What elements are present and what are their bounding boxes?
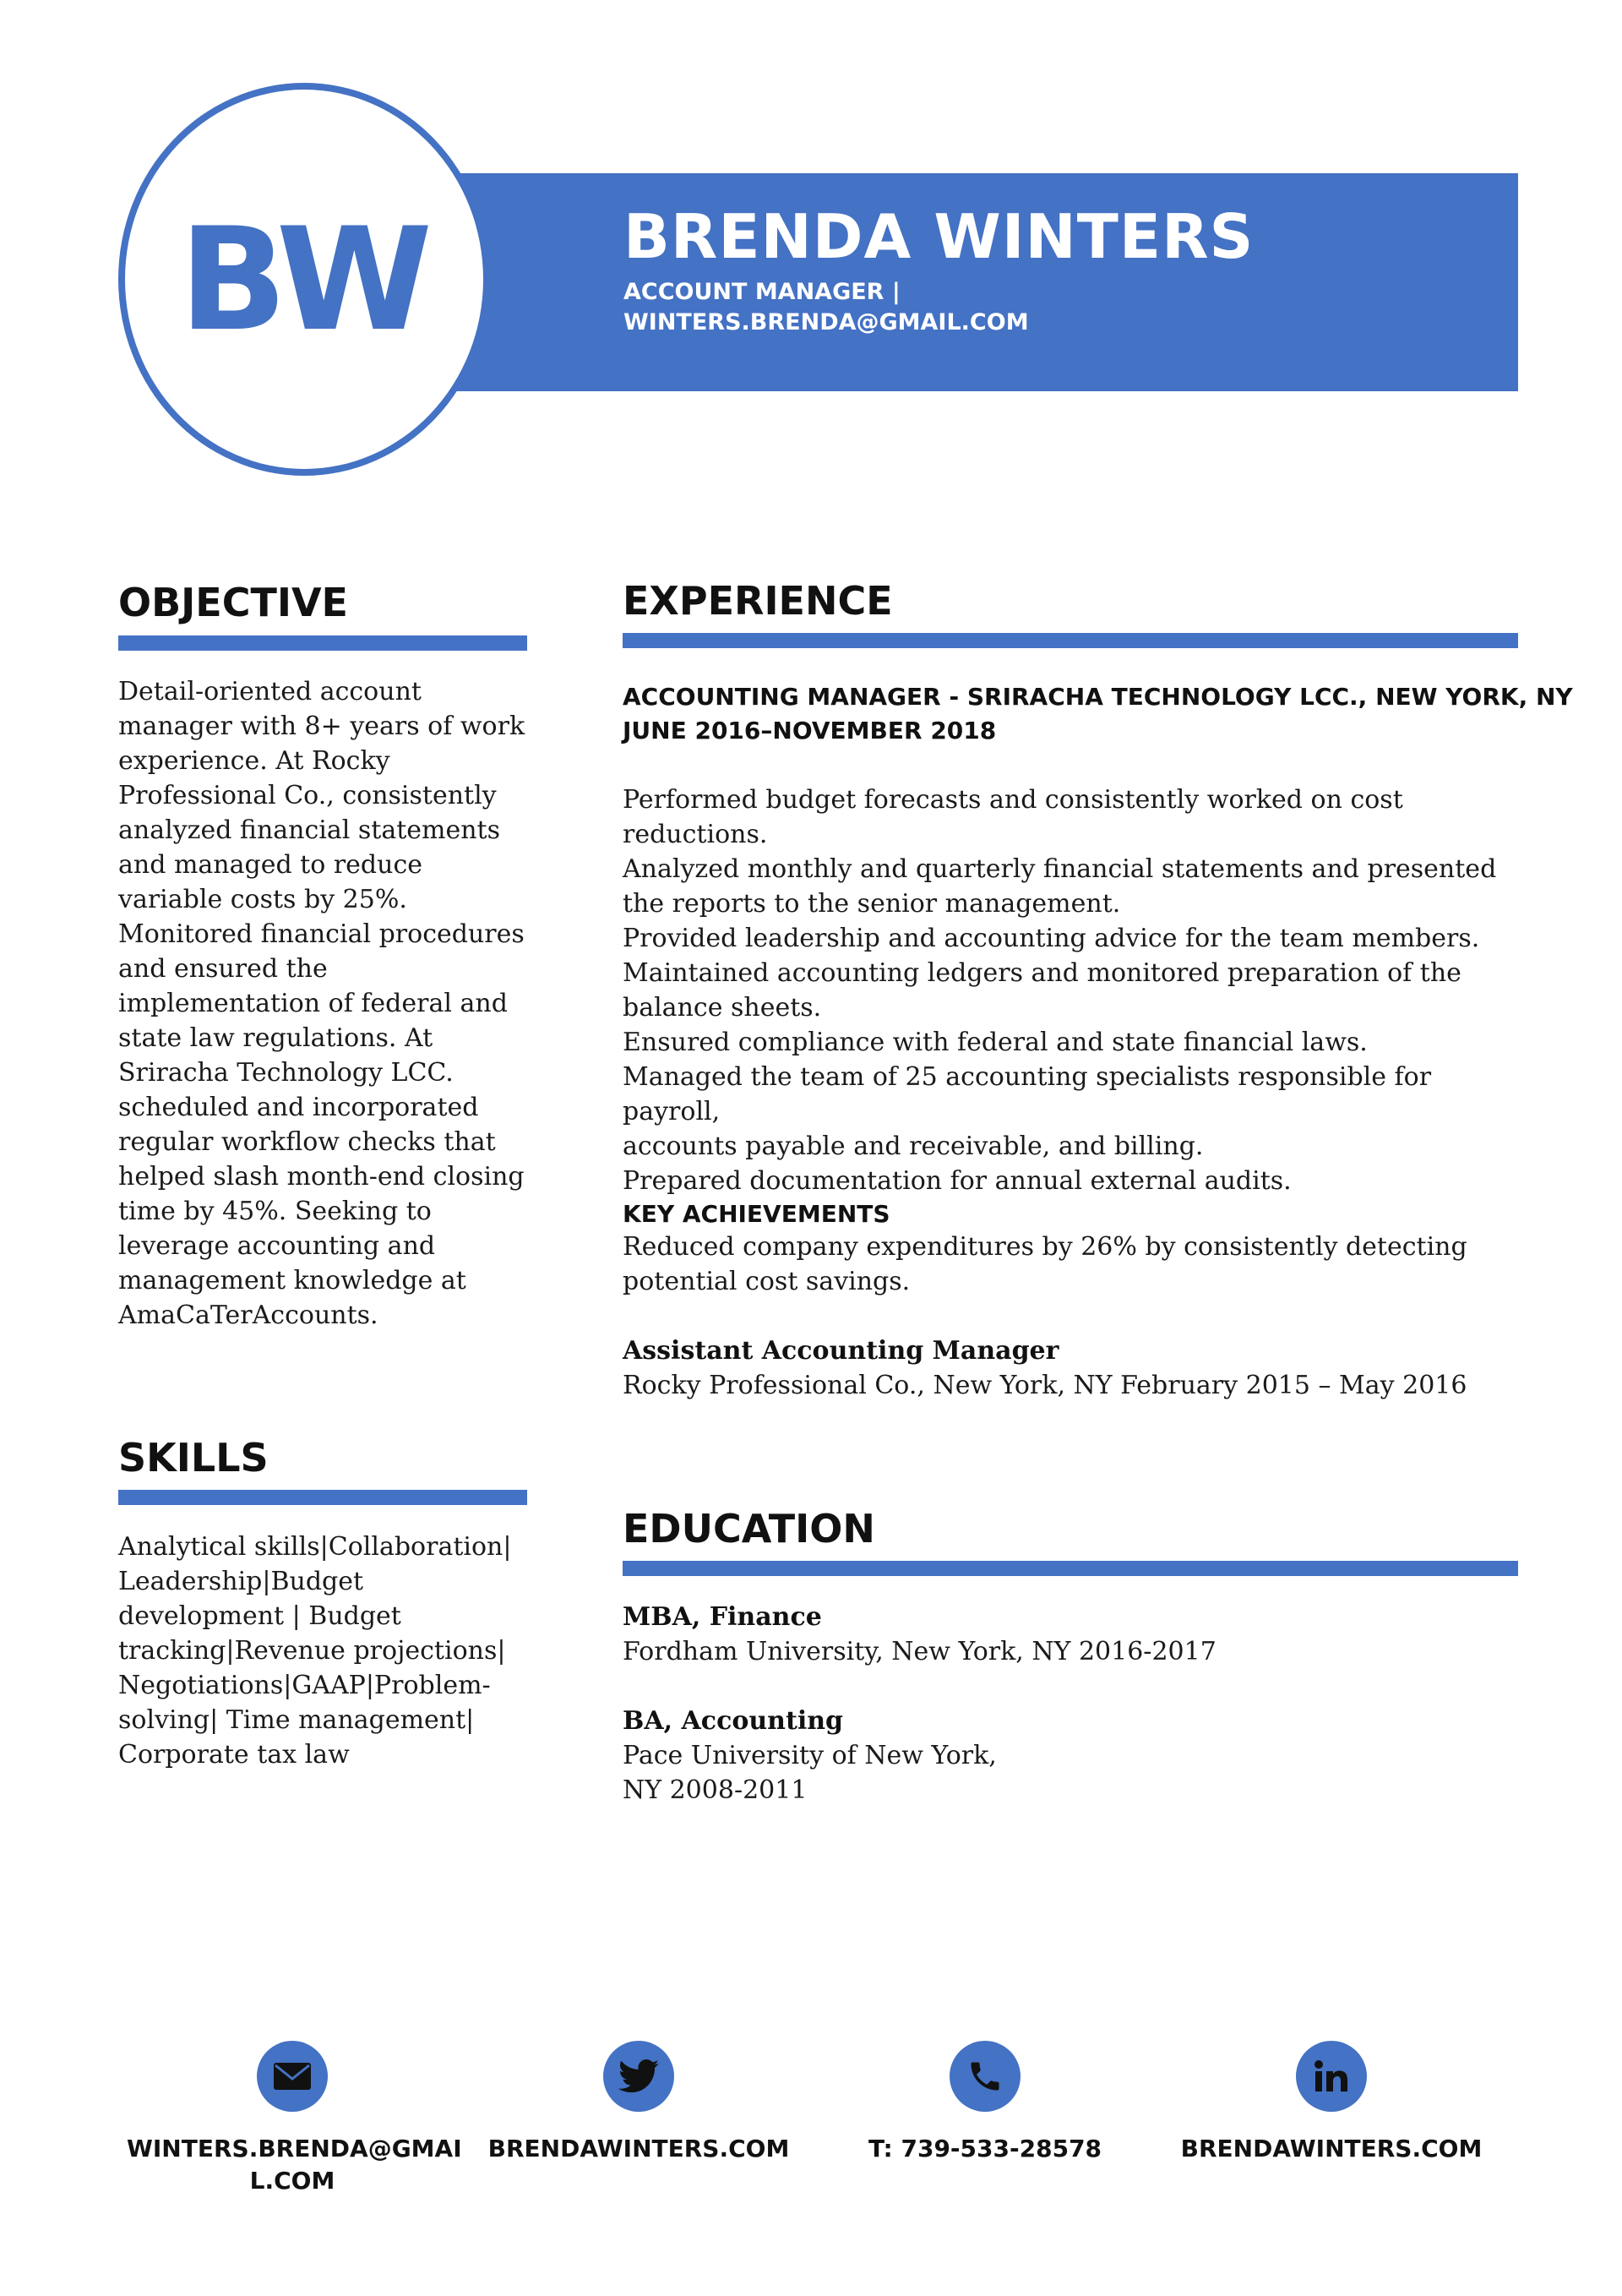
monogram-circle: [118, 83, 490, 476]
objective-line: Detail-oriented account: [118, 677, 422, 706]
footer-linkedin-link[interactable]: BRENDAWINTERS.COM: [1180, 2135, 1483, 2162]
duty-line: balance sheets.: [623, 993, 822, 1023]
objective-heading: OBJECTIVE: [118, 580, 348, 625]
job2-title: Assistant Accounting Manager: [623, 1336, 1059, 1366]
linkedin-icon[interactable]: [1296, 2041, 1367, 2112]
objective-line: helped slash month-end closing: [118, 1162, 525, 1192]
school2-line: NY 2008-2011: [623, 1775, 808, 1805]
job1-duties: [623, 783, 1535, 1198]
objective-line: analyzed financial statements: [118, 815, 501, 845]
education-rule: [623, 1561, 1518, 1576]
skills-heading: SKILLS: [118, 1435, 269, 1481]
objective-line: variable costs by 25%.: [118, 885, 407, 914]
footer-email[interactable]: [127, 2133, 462, 2197]
experience-rule: [623, 633, 1518, 648]
email-line: WINTERS.BRENDA@GMAIL.COM: [623, 309, 1029, 335]
school2-line: Pace University of New York,: [623, 1741, 997, 1770]
degree2: BA, Accounting: [623, 1706, 844, 1736]
skills-text: [118, 1530, 541, 1772]
footer-twitter-link[interactable]: BRENDAWINTERS.COM: [487, 2135, 790, 2162]
duty-line: reductions.: [623, 820, 768, 849]
job1-dates: JUNE 2016–NOVEMBER 2018: [623, 717, 997, 744]
duty-line: Provided leadership and accounting advice for the team members.: [623, 924, 1480, 953]
role-line: ACCOUNT MANAGER |: [623, 279, 901, 305]
objective-line: implementation of federal and: [118, 989, 508, 1018]
skills-rule: [118, 1490, 527, 1505]
twitter-icon[interactable]: [603, 2041, 674, 2112]
header-subtitle: [623, 277, 1029, 338]
skills-line: tracking|Revenue projections|: [118, 1636, 506, 1666]
experience-heading: EXPERIENCE: [623, 578, 893, 624]
duty-line: Analyzed monthly and quarterly financial statements and presented: [623, 854, 1497, 884]
objective-line: AmaCaTerAccounts.: [118, 1301, 378, 1330]
objective-line: scheduled and incorporated: [118, 1093, 479, 1122]
skills-line: Negotiations|GAAP|Problem-: [118, 1671, 491, 1700]
duty-line: the reports to the senior management.: [623, 889, 1121, 919]
school2: [623, 1738, 1467, 1808]
duty-line: Maintained accounting ledgers and monitored preparation of the: [623, 958, 1461, 988]
degree1: MBA, Finance: [623, 1602, 822, 1632]
objective-line: regular workflow checks that: [118, 1127, 496, 1157]
duty-line: Prepared documentation for annual external audits.: [623, 1166, 1292, 1196]
footer-phone[interactable]: T: 739-533-28578: [868, 2135, 1102, 2162]
achievements-heading: KEY ACHIEVEMENTS: [623, 1200, 890, 1228]
objective-line: time by 45%. Seeking to: [118, 1197, 432, 1226]
candidate-name: BRENDA WINTERS: [623, 201, 1255, 272]
footer-email-line: L.COM: [249, 2167, 335, 2195]
skills-line: development | Budget: [118, 1601, 401, 1631]
skills-line: Analytical skills|Collaboration|: [118, 1532, 512, 1562]
objective-line: and managed to reduce: [118, 850, 423, 880]
objective-line: leverage accounting and: [118, 1231, 436, 1261]
job2-detail: Rocky Professional Co., New York, NY February 2015 – May 2016: [623, 1371, 1467, 1400]
objective-line: Professional Co., consistently: [118, 781, 497, 810]
objective-line: and ensured the: [118, 954, 328, 984]
duty-line: accounts payable and receivable, and billing.: [623, 1132, 1204, 1161]
objective-line: management knowledge at: [118, 1266, 466, 1295]
job1-heading: [623, 680, 1573, 748]
phone-icon[interactable]: [950, 2041, 1021, 2112]
footer-email-line: WINTERS.BRENDA@GMAI: [127, 2135, 462, 2162]
duty-line: Managed the team of 25 accounting specialists responsible for payroll,: [623, 1062, 1432, 1126]
objective-line: Sriracha Technology LCC.: [118, 1058, 454, 1088]
objective-line: state law regulations. At: [118, 1023, 433, 1053]
objective-line: experience. At Rocky: [118, 746, 390, 776]
objective-rule: [118, 635, 527, 651]
duty-line: Performed budget forecasts and consistently worked on cost: [623, 785, 1403, 815]
achievement-line: potential cost savings.: [623, 1267, 911, 1296]
job1-title: ACCOUNTING MANAGER - SRIRACHA TECHNOLOGY LCC., NEW YORK, NY: [623, 683, 1573, 711]
objective-text: [118, 674, 541, 1333]
skills-line: solving| Time management|: [118, 1705, 475, 1735]
achievements-text: [623, 1230, 1535, 1299]
envelope-icon[interactable]: [257, 2041, 328, 2112]
skills-line: Leadership|Budget: [118, 1567, 364, 1596]
objective-line: Monitored financial procedures: [118, 919, 525, 949]
duty-line: Ensured compliance with federal and state financial laws.: [623, 1028, 1368, 1057]
education-heading: EDUCATION: [623, 1506, 875, 1552]
skills-line: Corporate tax law: [118, 1740, 350, 1770]
objective-line: manager with 8+ years of work: [118, 712, 525, 741]
monogram: BW: [178, 196, 430, 363]
school1: Fordham University, New York, NY 2016-2017: [623, 1637, 1216, 1666]
achievement-line: Reduced company expenditures by 26% by consistently detecting: [623, 1232, 1467, 1262]
